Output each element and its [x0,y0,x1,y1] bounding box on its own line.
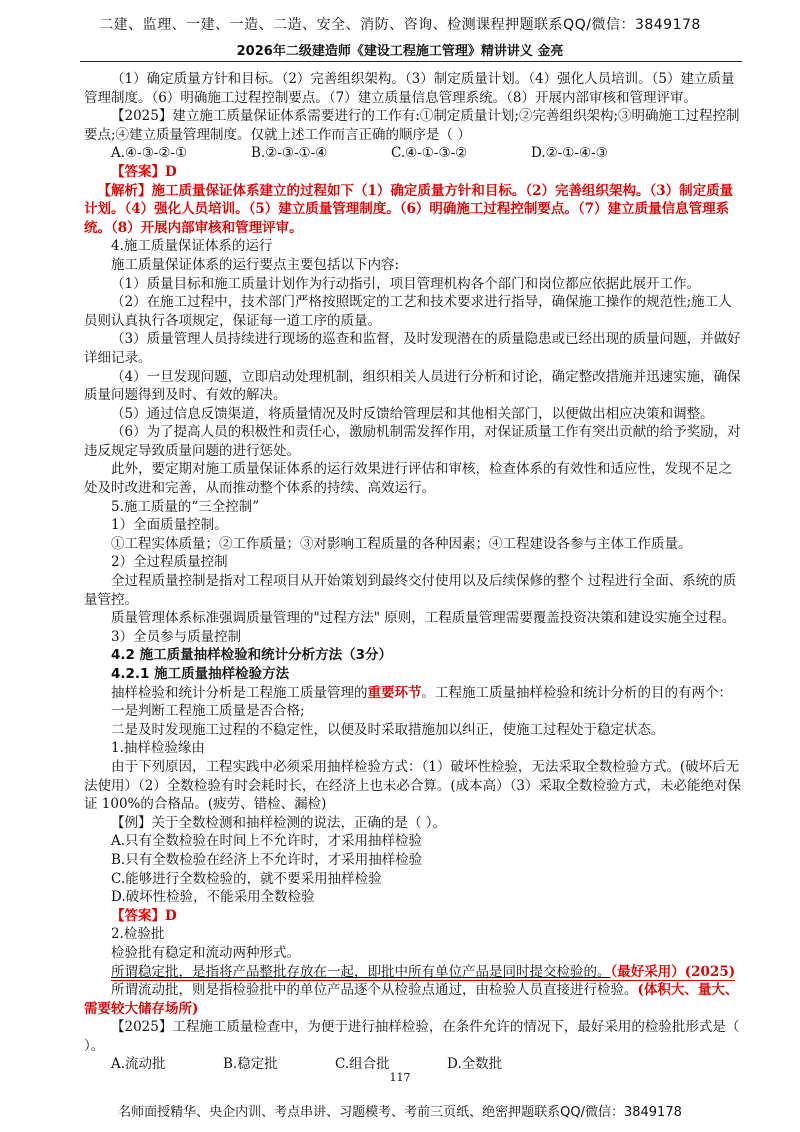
option-d: D.破坏性检验，不能采用全数检验 [111,889,315,906]
paragraph: 施工质量保证体系的运行要点主要包括以下内容: [111,256,400,273]
paragraph: 抽样检验和统计分析是工程施工质量管理的重要环节。工程施工质量抽样检验和统计分析的目的有两个： [111,684,732,701]
paragraph: 所谓流动批，则是指检验批中的单位产品逐个从检验点通过，由检验人员直接进行检验。(体积大、量大、需要较大储存场所) [84,982,739,1017]
answer-label: 【答案】D [111,907,177,924]
underlined-definition: 所谓稳定批，是指将产品整批存放在一起，即批中所有单位产品是同时提交检验的。（最好采用）(2025) [111,963,736,980]
subsection-title: 4.2.1 施工质量抽样检验方法 [111,666,290,682]
paragraph: 质量管理体系标准强调质量管理的"过程方法" 原则，工程质量管理需要覆盖投资决策和建设实施全过程。 [111,610,736,627]
exam-question: 【2025】建立施工质量保证体系需要进行的工作有:①制定质量计划;②完善组织架构;③明确施工过程控制要点;④建立质量管理制度。仅就上述工作而言正确的顺序是（ ） [84,108,740,143]
option-a: A.只有全数检验在时间上不允许时，才采用抽样检验 [111,833,423,850]
option-c: C.④-①-③-② [391,145,468,162]
section-heading: 5.施工质量的“三全控制” [111,498,260,515]
paragraph: 二是及时发现施工过程的不稳定性，以便及时采取措施加以纠正，使施工过程处于稳定状态。 [111,721,665,738]
key-note: （最好采用）(2025) [610,963,736,980]
paragraph: 检验批有稳定和流动两种形式。 [111,944,300,961]
option-d: D.全数批 [447,1056,503,1073]
list-item: （3）质量管理人员持续进行现场的巡查和监督，及时发现潜在的质量隐患或已经出现的质量问题，并做好详细记录。 [84,331,741,366]
paragraph: 全过程质量控制是指对工程项目从开始策划到最终交付使用以及后续保修的整个 过程进行全面、系统的质量管控。 [84,573,737,608]
document-body [84,70,744,1074]
page-number: 117 [389,1071,411,1084]
page-header-contact: 二建、监理、一建、一造、二造、安全、消防、咨询、检测课程押题联系QQ/微信：3849178 [99,17,701,33]
key-phrase: 重要环节 [367,684,422,701]
paragraph: 此外，要定期对施工质量保证体系的运行效果进行评估和审核，检查体系的有效性和适应性，发现不足之处及时改进和完善，从而推动整个体系的持续、高效运行。 [84,461,732,497]
option-b: B.只有全数检验在经济上不允许时，才采用抽样检验 [111,851,423,868]
list-item: （2）在施工过程中，技术部门严格按照既定的工艺和技术要求进行指导，确保施工操作的规范性;施工人员则认真执行各项规定，保证每一道工序的质量。 [84,294,732,329]
example-question: 【例】关于全数检测和抽样检测的说法，正确的是（ ）。 [111,814,447,831]
paragraph [84,963,744,982]
question-options [84,144,744,163]
option-c: C.能够进行全数检验的，就不要采用抽样检验 [111,870,382,887]
answer-label: 【答案】D [111,163,177,180]
paragraph: （1）确定质量方针和目标。（2）完善组织架构。（3）制定质量计划。（4）强化人员培训。（5）建立质量管理制度。（6）明确施工过程控制要点。（7）建立质量信息管理系统。（8）开展内部审核和管理评审。 [84,71,735,106]
option-a: A.流动批 [111,1056,166,1073]
option-c: C.组合批 [335,1056,390,1073]
page-header-title: 2026年二级建造师《建设工程施工管理》精讲讲义 金亮 [236,44,564,59]
answer-explanation: 【解析】施工质量保证体系建立的过程如下（1）确定质量方针和目标。（2）完善组织架构。（3）制定质量计划。（4）强化人员培训。（5）建立质量管理制度。（6）明确施工过程控制要点。（7）建立质量信息管理系统。（8）开展内部审核和管理评审。 [84,182,734,236]
page-footer: 名师面授精华、央企内训、考点串讲、习题模考、考前三页纸、绝密押题联系QQ/微信：3849178 [118,1105,682,1120]
paragraph: 由于下列原因，工程实践中必须采用抽样检验方式：（1）破坏性检验，无法采取全数检验方式。(破坏后无法使用）（2）全数检验有时会耗时长，在经济上也未必合算。(成本高）（3）采取全数检验方式，未必能绝对保证 100%的合格品。(疲劳、错检、漏检) [84,758,741,813]
section-heading: 4.施工质量保证体系的运行 [111,238,273,255]
subheading: 3）全员参与质量控制 [111,628,242,645]
paragraph: 一是判断工程施工质量是否合格; [111,703,305,720]
list-item: （6）为了提高人员的积极性和责任心，激励机制需发挥作用，对保证质量工作有突出贡献的给予奖励，对违反规定导致质量问题的进行惩处。 [84,424,741,459]
paragraph: ①工程实体质量；②工作质量；③对影响工程质量的各种因素；④工程建设各参与主体工作质量。 [111,535,692,552]
list-item: （5）通过信息反馈渠道，将质量情况及时反馈给管理层和其他相关部门，以便做出相应决策和调整。 [111,405,714,422]
section-heading: 2.检验批 [111,926,165,943]
option-a: A.④-③-②-① [111,145,188,162]
exam-question: 【2025】工程施工质量检查中，为便于进行抽样检验，在条件允许的情况下，最好采用的检验批形式是（ ）。 [84,1019,740,1054]
list-item: （4）一旦发现问题，立即启动处理机制，组织相关人员进行分析和讨论，确定整改措施并迅速实施，确保质量问题得到及时、有效的解决。 [84,368,741,404]
option-d: D.②-①-④-③ [531,145,608,162]
list-item: （1）质量目标和施工质量计划作为行动指引，项目管理机构各个部门和岗位都应依据此展开工作。 [111,275,701,292]
option-b: B.稳定批 [223,1056,278,1073]
subheading: 2）全过程质量控制 [111,554,228,571]
header-divider [80,61,742,62]
section-title: 4.2 施工质量抽样检验和统计分析方法（3分） [111,647,393,664]
key-note: (体积大、量大、需要较大储存场所) [84,982,739,1017]
option-b: B.②-③-①-④ [251,145,328,162]
subheading: 1）全面质量控制。 [111,517,228,534]
section-heading: 1.抽样检验缘由 [111,740,205,757]
